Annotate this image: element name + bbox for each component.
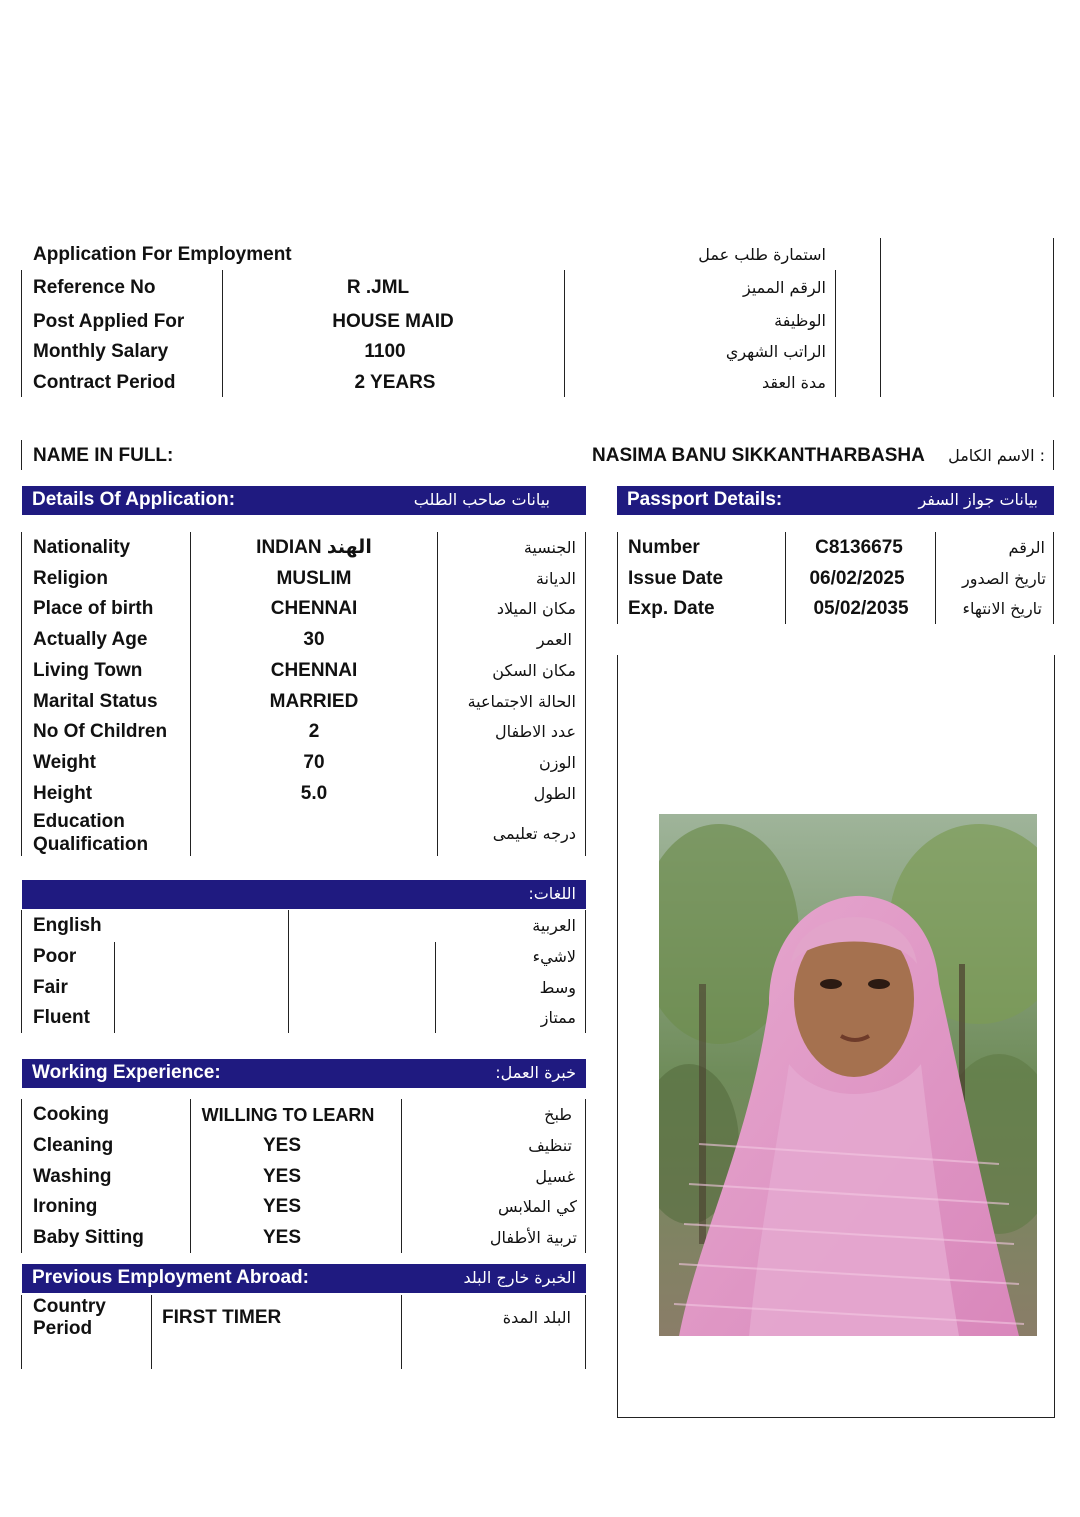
photo-frame-left [617, 655, 618, 1418]
age-label: Actually Age [33, 629, 148, 650]
expiry-date-label: Exp. Date [628, 598, 715, 619]
baby-sitting-label-ar: تربية الأطفال [489, 1228, 577, 1247]
experience-divider-2 [401, 1099, 402, 1253]
details-border-right [585, 532, 586, 856]
working-experience-bar [22, 1059, 586, 1088]
weight-label-ar: الوزن [538, 753, 576, 772]
application-title-ar: استمارة طلب عمل [698, 245, 826, 264]
previous-employment-title: Previous Employment Abroad: [32, 1267, 309, 1288]
place-of-birth-value: CHENNAI [270, 598, 358, 619]
monthly-salary-value: 1100 [364, 341, 406, 362]
cleaning-label-ar: تنظيف [528, 1136, 572, 1155]
details-border-left [21, 532, 22, 856]
passport-details-bar [617, 486, 1054, 515]
passport-number-value: C8136675 [815, 537, 903, 558]
previous-divider-1 [151, 1295, 152, 1369]
living-town-label: Living Town [33, 660, 143, 681]
age-value: 30 [303, 629, 325, 650]
level-fluent-label-ar: ممتاز [540, 1008, 576, 1027]
passport-divider-2 [935, 532, 936, 624]
reference-no-label: Reference No [33, 277, 156, 298]
language-english-label: English [33, 915, 102, 936]
passport-details-title: Passport Details: [627, 489, 783, 510]
passport-number-label: Number [628, 537, 700, 558]
height-label: Height [33, 783, 93, 804]
washing-value: YES [262, 1166, 302, 1187]
passport-border-left [617, 532, 618, 624]
nationality-value: INDIAN الهند [256, 537, 372, 558]
details-divider-1 [190, 532, 191, 856]
age-label-ar: العمر [536, 630, 572, 649]
passport-divider-1 [785, 532, 786, 624]
passport-border-right [1053, 532, 1054, 624]
period-label: Period [33, 1318, 93, 1339]
details-divider-2 [437, 532, 438, 856]
passport-details-title-ar: بيانات جواز السفر [918, 490, 1038, 509]
previous-border-right [585, 1295, 586, 1369]
passport-number-label-ar: الرقم [1008, 538, 1045, 557]
languages-bar [22, 880, 586, 909]
level-fluent-label: Fluent [33, 1007, 90, 1028]
country-period-label-ar: البلد المدة [502, 1308, 571, 1327]
living-town-label-ar: مكان السكن [492, 661, 576, 680]
post-applied-label-ar: الوظيفة [774, 311, 826, 330]
application-title: Application For Employment [33, 244, 292, 265]
applicant-photo [659, 814, 1037, 1336]
contract-period-value: 2 YEARS [354, 372, 436, 393]
washing-label-ar: غسيل [535, 1167, 575, 1186]
religion-value: MUSLIM [276, 568, 352, 589]
religion-label-ar: الديانة [535, 569, 576, 588]
weight-value: 70 [303, 752, 325, 773]
header-divider-2 [564, 270, 565, 397]
experience-border-right [585, 1099, 586, 1253]
languages-title-ar: اللغات: [528, 884, 576, 903]
level-poor-label: Poor [33, 946, 77, 967]
issue-date-value: 06/02/2025 [809, 568, 905, 589]
children-label-ar: عدد الاطفال [494, 722, 576, 741]
post-applied-label: Post Applied For [33, 311, 185, 332]
header-divider-1 [222, 270, 223, 397]
previous-divider-2 [401, 1295, 402, 1369]
expiry-date-label-ar: تاريخ الانتهاء [962, 599, 1042, 618]
level-fair-label-ar: وسط [539, 978, 576, 997]
contract-period-label: Contract Period [33, 372, 176, 393]
cooking-label: Cooking [33, 1104, 109, 1125]
header-border-left [21, 270, 22, 397]
nationality-label-ar: الجنسية [523, 538, 576, 557]
height-value: 5.0 [300, 783, 328, 804]
baby-sitting-label: Baby Sitting [33, 1227, 144, 1248]
name-border-right [1053, 440, 1054, 470]
children-value: 2 [308, 721, 320, 742]
photo-frame-bottom [617, 1417, 1055, 1418]
country-label: Country [33, 1296, 106, 1317]
photo-frame-right [1054, 655, 1055, 1418]
previous-border-left [21, 1295, 22, 1369]
marital-status-value: MARRIED [269, 691, 359, 712]
experience-divider-1 [190, 1099, 191, 1253]
children-label: No Of Children [33, 721, 168, 742]
working-experience-title-ar: خبرة العمل: [495, 1063, 576, 1082]
cleaning-label: Cleaning [33, 1135, 114, 1156]
previous-employment-value: FIRST TIMER [162, 1307, 282, 1328]
header-border-right [1053, 238, 1054, 397]
header-divider-4 [880, 238, 881, 397]
languages-border-right [585, 910, 586, 1033]
contract-period-label-ar: مدة العقد [762, 373, 826, 392]
languages-divider-3 [435, 942, 436, 1033]
cooking-value: WILLING TO LEARN [201, 1105, 375, 1125]
nationality-label: Nationality [33, 537, 131, 558]
education-label-ar: درجه تعليمى [492, 824, 576, 843]
name-label-ar: : الاسم الكامل [948, 446, 1045, 465]
languages-border-left [21, 910, 22, 1033]
details-of-application-title-ar: بيانات صاحب الطلب [413, 490, 550, 509]
experience-border-left [21, 1099, 22, 1253]
languages-divider-1 [288, 910, 289, 1033]
details-of-application-title: Details Of Application: [32, 489, 236, 510]
language-arabic-label: العربية [532, 916, 576, 935]
expiry-date-value: 05/02/2035 [813, 598, 909, 619]
previous-employment-title-ar: الخبرة خارج البلد [463, 1268, 576, 1287]
cooking-label-ar: طبخ [544, 1105, 572, 1124]
monthly-salary-label-ar: الراتب الشهري [725, 342, 826, 361]
languages-divider-2 [114, 942, 115, 1033]
washing-label: Washing [33, 1166, 112, 1187]
place-of-birth-label: Place of birth [33, 598, 154, 619]
header-divider-3 [835, 270, 836, 397]
living-town-value: CHENNAI [270, 660, 358, 681]
reference-no-value: R .JML [346, 277, 410, 298]
post-applied-value: HOUSE MAID [332, 311, 454, 332]
name-border-left [21, 440, 22, 470]
working-experience-title: Working Experience: [32, 1062, 221, 1083]
ironing-label: Ironing [33, 1196, 98, 1217]
marital-status-label-ar: الحالة الاجتماعية [467, 692, 576, 711]
place-of-birth-label-ar: مكان الميلاد [496, 599, 576, 618]
cleaning-value: YES [262, 1135, 302, 1156]
ironing-value: YES [262, 1196, 302, 1217]
monthly-salary-label: Monthly Salary [33, 341, 169, 362]
previous-employment-bar [22, 1264, 586, 1293]
education-label-line1: Education [33, 811, 125, 832]
education-label-line2: Qualification [33, 834, 149, 855]
level-fair-label: Fair [33, 977, 68, 998]
name-label: NAME IN FULL: [33, 445, 174, 466]
marital-status-label: Marital Status [33, 691, 158, 712]
ironing-label-ar: كي الملابس [497, 1197, 577, 1216]
issue-date-label-ar: تاريخ الصدور [962, 569, 1046, 588]
details-of-application-bar [22, 486, 586, 515]
full-name-value: NASIMA BANU SIKKANTHARBASHA [592, 445, 925, 466]
height-label-ar: الطول [533, 784, 576, 803]
religion-label: Religion [33, 568, 108, 589]
baby-sitting-value: YES [262, 1227, 302, 1248]
issue-date-label: Issue Date [628, 568, 724, 589]
level-poor-label-ar: لاشيء [532, 947, 576, 966]
weight-label: Weight [33, 752, 96, 773]
reference-no-label-ar: الرقم المميز [742, 278, 826, 297]
